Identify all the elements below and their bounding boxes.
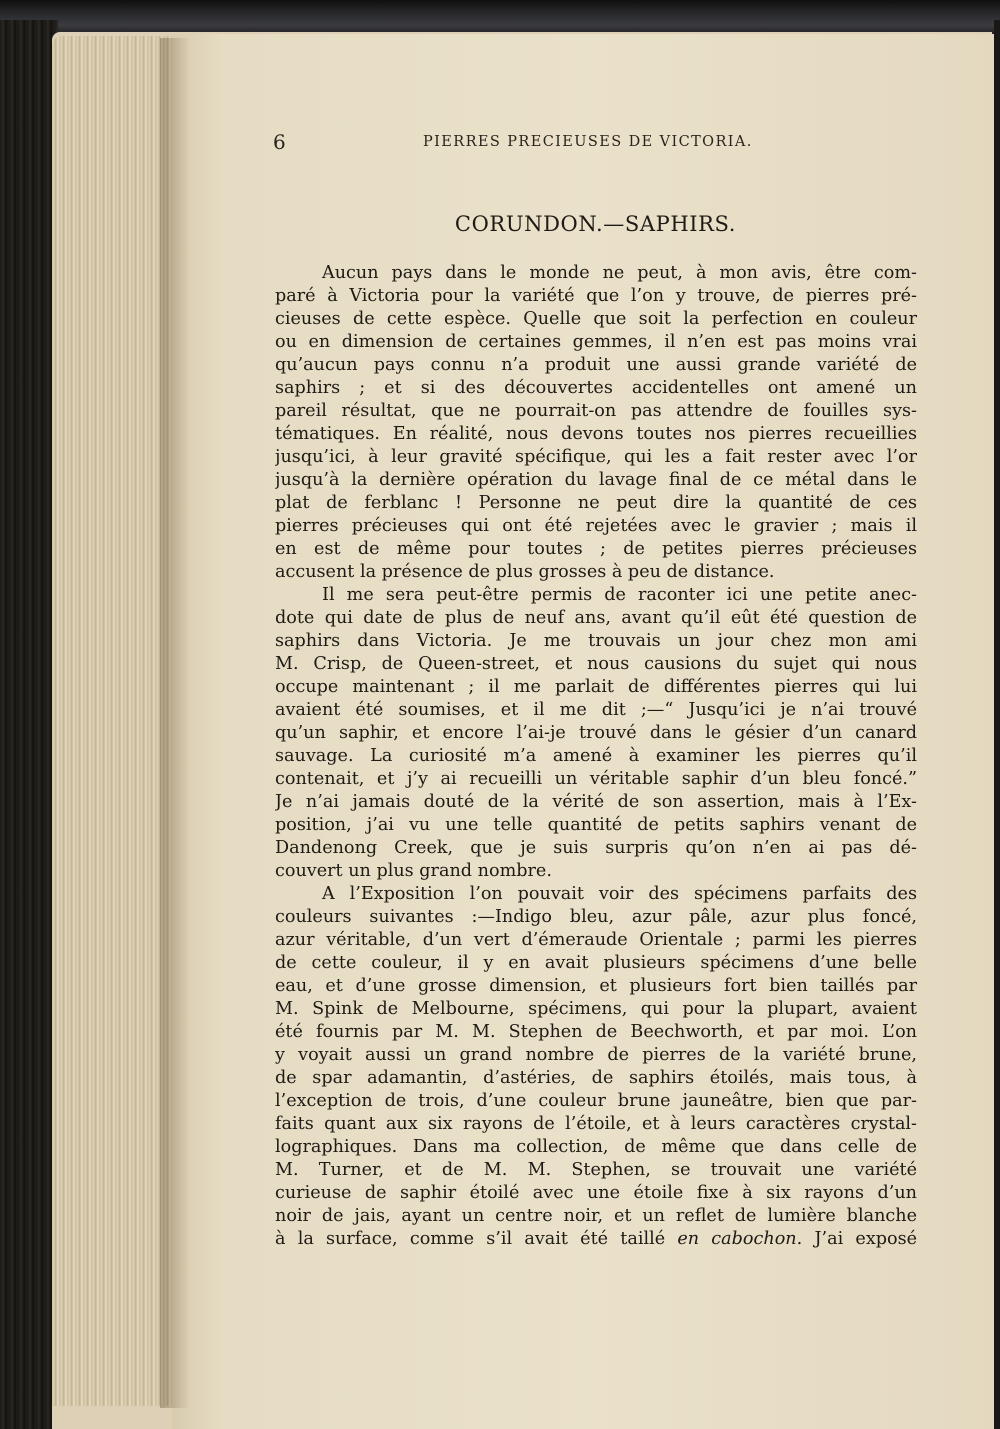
text-line: de cette couleur, il y en avait plusieurs spécimens d’une belle — [275, 953, 917, 973]
text-line: faits quant aux six rayons de l’étoile, et à leurs caractères crystal- — [275, 1114, 917, 1134]
final-line-end: J’ai exposé — [814, 1229, 917, 1249]
text-line: eau, et d’une grosse dimension, et plusieurs fort bien taillés par — [275, 976, 917, 996]
text-line: jusqu’ici, à leur gravité spécifique, qui les a fait rester avec l’or — [275, 447, 917, 467]
text-line: qu’un saphir, et encore l’ai-je trouvé dans le gésier d’un canard — [275, 723, 917, 743]
text-line: occupe maintenant ; il me parlait de différentes pierres qui lui — [275, 677, 917, 697]
text-line: saphirs dans Victoria. Je me trouvais un jour chez mon ami — [275, 631, 917, 651]
text-line: azur véritable, d’un vert d’émeraude Orientale ; parmi les pierres — [275, 930, 917, 950]
text-line: Je n’ai jamais douté de la vérité de son assertion, mais à l’Ex- — [275, 792, 917, 812]
text-line: accusent la présence de plus grosses à peu de distance. — [275, 562, 775, 582]
text-line: couvert un plus grand nombre. — [275, 861, 552, 881]
text-line: Dandenong Creek, que je suis surpris qu’on n’en ai pas dé- — [275, 838, 917, 858]
text-line: plat de ferblanc ! Personne ne peut dire la quantité de ces — [275, 493, 917, 513]
text-line: sauvage. La curiosité m’a amené à examiner les pierres qu’il — [275, 746, 917, 766]
text-line: avaient été soumises, et il me dit ;—“ Jusqu’ici je n’ai trouvé — [275, 700, 917, 720]
text-line: y voyait aussi un grand nombre de pierres de la variété brune, — [275, 1045, 917, 1065]
text-line: position, j’ai vu une telle quantité de petits saphirs venant de — [275, 815, 917, 835]
paragraph-1 — [275, 262, 917, 584]
text-line: paré à Victoria pour la variété que l’on y trouve, de pierres pré- — [275, 286, 917, 306]
text-line: curieuse de saphir étoilé avec une étoile fixe à six rayons d’un — [275, 1183, 917, 1203]
text-line: lographiques. Dans ma collection, de même que dans celle de — [275, 1137, 917, 1157]
text-line: Il me sera peut-être permis de raconter ici une petite anec- — [322, 585, 917, 605]
paragraph-3 — [275, 883, 917, 1251]
text-line: M. Crisp, de Queen-street, et nous causions du sujet qui nous — [275, 654, 917, 674]
text-line: pareil résultat, que ne pourrait-on pas attendre de fouilles sys- — [275, 401, 917, 421]
gutter-shadow — [160, 38, 190, 1408]
text-line-final — [275, 1228, 917, 1251]
scanner-top-strip — [0, 0, 1000, 36]
paragraph-2 — [275, 584, 917, 883]
text-line: Aucun pays dans le monde ne peut, à mon avis, être com- — [322, 263, 917, 283]
page-header — [273, 130, 918, 154]
text-line: ou en dimension de certaines gemmes, il n’en est pas moins vrai — [275, 332, 917, 352]
right-edge — [994, 20, 1000, 1429]
text-line: cieuses de cette espèce. Quelle que soit la perfection en couleur — [275, 309, 917, 329]
running-head: PIERRES PRECIEUSES DE VICTORIA. — [423, 134, 753, 150]
text-line: M. Spink de Melbourne, spécimens, qui pour la plupart, avaient — [275, 999, 917, 1019]
body-text — [275, 262, 917, 1251]
text-line: l’exception de trois, d’une couleur brune jauneâtre, bien que par- — [275, 1091, 917, 1111]
text-line: noir de jais, ayant un centre noir, et un reflet de lumière blanche — [275, 1206, 917, 1226]
text-line: dote qui date de plus de neuf ans, avant qu’il eût été question de — [275, 608, 917, 628]
section-title: CORUNDON.—SAPHIRS. — [454, 212, 737, 236]
final-line-start: à la surface, comme s’il avait été taillé — [275, 1229, 666, 1249]
italic-phrase: en cabochon. — [677, 1229, 803, 1249]
text-line: été fournis par M. M. Stephen de Beechworth, et par moi. L’on — [275, 1022, 917, 1042]
text-line: saphirs ; et si des découvertes accidentelles ont amené un — [275, 378, 917, 398]
text-line: couleurs suivantes :—Indigo bleu, azur pâle, azur plus foncé, — [275, 907, 917, 927]
text-line: de spar adamantin, d’astéries, de saphirs étoilés, mais tous, à — [275, 1068, 917, 1088]
text-line: tématiques. En réalité, nous devons toutes nos pierres recueillies — [275, 424, 917, 444]
text-line: jusqu’à la dernière opération du lavage final de ce métal dans le — [275, 470, 917, 490]
text-line: contenait, et j’y ai recueilli un véritable saphir d’un bleu foncé.” — [275, 769, 917, 789]
text-line: qu’aucun pays connu n’a produit une aussi grande variété de — [275, 355, 917, 375]
book-binding — [0, 20, 58, 1429]
page-number: 6 — [273, 130, 286, 154]
text-line: en est de même pour toutes ; de petites pierres précieuses — [275, 539, 917, 559]
text-line: A l’Exposition l’on pouvait voir des spécimens parfaits des — [322, 884, 917, 904]
text-line: M. Turner, et de M. M. Stephen, se trouvait une variété — [275, 1160, 917, 1180]
text-line: pierres précieuses qui ont été rejetées avec le gravier ; mais il — [275, 516, 917, 536]
page-edges — [52, 36, 172, 1406]
